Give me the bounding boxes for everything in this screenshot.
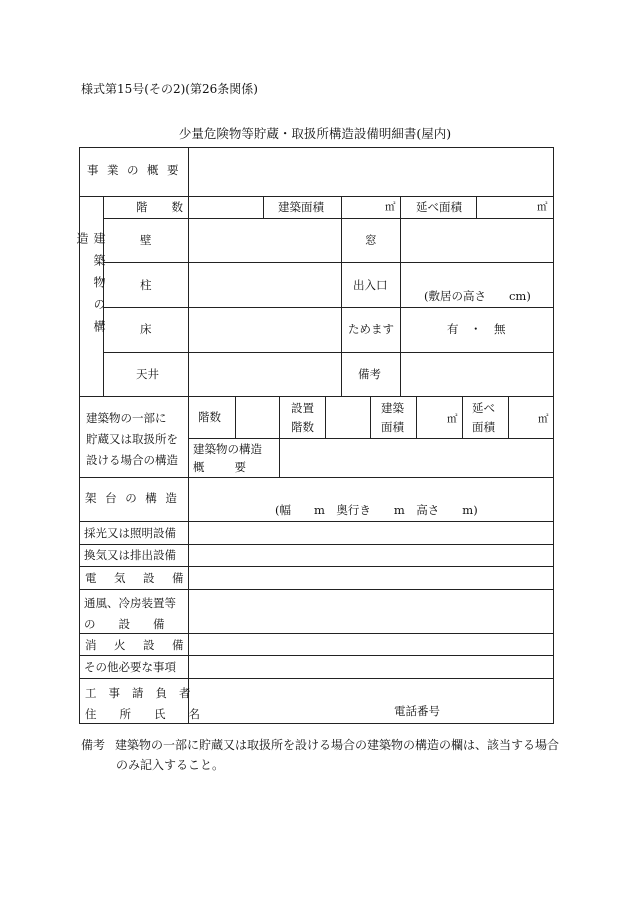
electrical-label: 電気設備 <box>85 571 201 585</box>
partial-area-line2: 面積 <box>381 420 404 434</box>
total-floor-area-unit: ㎡ <box>537 201 548 213</box>
page-title: 少量危険物等貯蔵・取扱所構造設備明細書(屋内) <box>178 126 452 141</box>
floors-label: 階数 <box>136 200 207 214</box>
footnote-line2: のみ記入すること。 <box>116 757 225 772</box>
entrance-label: 出入口 <box>353 278 388 292</box>
cooling-line2: の設備 <box>84 617 188 631</box>
other-label: その他必要な事項 <box>84 660 176 674</box>
partial-total-line1: 延べ <box>472 401 495 415</box>
partial-building-label <box>86 408 178 471</box>
partial-label-line2: 貯蔵又は取扱所を <box>86 432 178 446</box>
building-structure-vertical-label <box>75 232 106 362</box>
partial-total-line2: 面積 <box>472 420 495 434</box>
install-floors-label <box>291 399 314 437</box>
overview-line1: 建築物の構造 <box>193 442 262 456</box>
rack-dimensions: (幅 m 奥行き m 高さ m) <box>275 503 478 517</box>
window-label: 窓 <box>365 233 377 247</box>
cooling-label <box>84 593 188 635</box>
total-floor-area-label: 延べ面積 <box>416 200 462 214</box>
business-overview-text: 事業の概要 <box>87 163 187 177</box>
footnote <box>81 736 559 776</box>
no-option: 無 <box>494 322 506 336</box>
ceiling-label: 天井 <box>136 367 159 381</box>
contractor-line1: 工事請負者 <box>85 686 203 700</box>
lighting-label: 採光又は照明設備 <box>84 526 176 540</box>
phone-label: 電話番号 <box>394 704 440 718</box>
building-area-label: 建築面積 <box>278 200 324 214</box>
floor-label: 床 <box>140 322 152 336</box>
contractor-label <box>85 683 223 725</box>
fire-label: 消火設備 <box>85 638 201 652</box>
sill-height-text: (敷居の高さ cm) <box>424 289 531 303</box>
wall-label: 壁 <box>140 233 152 247</box>
partial-area-unit: ㎡ <box>447 413 458 425</box>
option-separator: ・ <box>470 322 482 336</box>
partial-total-area-unit: ㎡ <box>538 413 549 425</box>
install-line1: 設置 <box>291 401 314 415</box>
install-line2: 階数 <box>291 420 314 434</box>
partial-total-area-label <box>472 399 495 437</box>
business-overview-label <box>87 163 187 178</box>
building-area-unit: ㎡ <box>385 201 396 213</box>
partial-floors-label: 階数 <box>198 410 221 424</box>
footnote-line1: 建築物の一部に貯蔵又は取扱所を設ける場合の建築物の構造の欄は、該当する場合 <box>115 738 560 752</box>
overview-line2: 概要 <box>193 460 276 474</box>
contractor-line2: 住所氏名 <box>85 707 223 721</box>
building-structure-vertical-text: 建築物の構造 <box>75 232 106 342</box>
yes-option: 有 <box>447 322 459 336</box>
drain-pit-label: ためます <box>348 322 394 336</box>
pillar-label: 柱 <box>140 278 152 292</box>
partial-label-line3: 設ける場合の構造 <box>86 453 178 467</box>
ventilation-label: 換気又は排出設備 <box>84 548 176 562</box>
structure-overview-label <box>193 440 275 476</box>
footnote-label: 備考 <box>81 738 106 752</box>
cooling-line1: 通風、冷房装置等 <box>84 596 176 610</box>
form-number: 様式第15号(その2)(第26条関係) <box>81 82 258 96</box>
partial-area-line1: 建築 <box>381 401 404 415</box>
partial-building-area-label <box>381 399 404 437</box>
rack-structure-label: 架台の構造 <box>85 491 186 505</box>
remarks-label: 備考 <box>358 367 381 381</box>
partial-label-line1: 建築物の一部に <box>86 411 167 425</box>
